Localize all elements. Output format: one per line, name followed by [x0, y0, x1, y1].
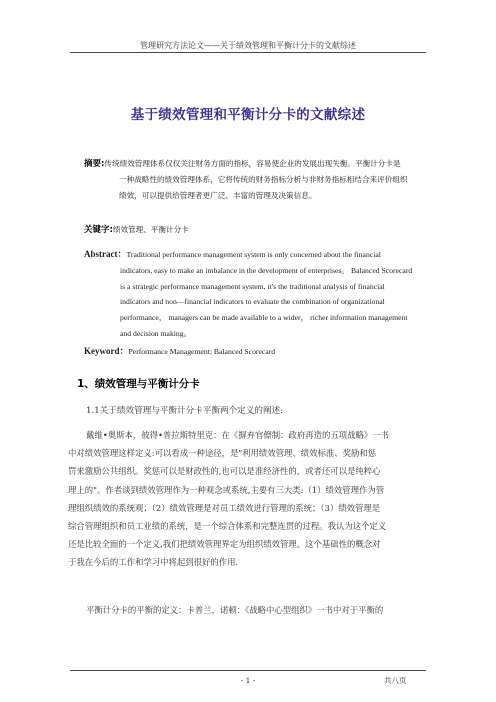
page-number: - 1 -	[240, 676, 256, 685]
footer-rule	[70, 670, 426, 671]
abstract-cn-line: 一种战略性的绩效管理体系，它将传统的财务指标分析与非财务指标相结合来评价组织	[119, 175, 408, 184]
abstract-cn	[84, 156, 408, 204]
paragraph-line: 还是比较全面的一个定义,我们把绩效管理界定为组织绩效管理。这个基础性的概念对	[68, 539, 381, 550]
abstract-en-label: Abstract：	[84, 249, 127, 259]
header-rule	[70, 52, 426, 53]
body-paragraph-2	[68, 601, 432, 619]
abstract-en-line: Traditional performance management system is only concerned about the financial	[126, 250, 381, 259]
subsection-heading: 1.1关于绩效管理与平衡计分卡平衡两个定义的阐述:	[86, 406, 284, 416]
abstract-en-line: indicators and non—financial indicators to evaluate the combination of organizational	[120, 297, 385, 307]
paragraph-line: 理组织绩效的系统观；（2）绩效管理是对员工绩效进行管理的系统；（3）绩效管理是	[68, 502, 381, 513]
abstract-en-line: and decision making。	[120, 328, 192, 338]
keywords-en-text: Performance Management; Balanced Scorecard	[128, 347, 276, 356]
abstract-en-line: indicators, easy to make an imbalance in the development of enterprises。 Balanced Scorecard	[120, 265, 413, 275]
abstract-cn-line: 绩效，可以提供给管理者更广泛、丰富的管理及决策信息。	[119, 191, 317, 200]
running-header: 管理研究方法论文——关于绩效管理和平衡计分卡的文献综述	[140, 41, 356, 50]
document-title: 基于绩效管理和平衡计分卡的文献综述	[130, 107, 366, 123]
paragraph-line: 综合管理组织和员工业绩的系统，是一个综合体系和完整连贯的过程。我认为这个定义	[68, 521, 387, 532]
keywords-cn-text: 绩效管理、平衡计分卡	[112, 225, 189, 234]
paragraph-line: 理上的"。作者谈到绩效管理作为一种观念或系统,主要有三大类:（1）绩效管理作为管	[68, 484, 385, 495]
abstract-en	[84, 247, 436, 342]
keywords-en-label: Keyword：	[84, 346, 129, 356]
paragraph-line: 平衡计分卡的平衡的定义：卡普兰，诺顿：《战略中心型组织》一书中对于平衡的	[86, 605, 384, 615]
keywords-en	[84, 344, 275, 360]
paragraph-line: 戴维•奥斯本，彼得•普拉斯特里克：在《摒弃官僚制：政府再造的五项战略》一书	[86, 430, 390, 440]
abstract-en-line: performance， managers can be made available to a wider， richer information management	[120, 313, 408, 323]
total-pages: 共八页	[384, 676, 407, 685]
keywords-cn	[84, 222, 189, 238]
abstract-cn-line: 传统绩效管理体系仅仅关注财务方面的指标，容易使企业的发展出现失衡。平衡计分卡是	[104, 159, 401, 168]
section-heading: 1、绩效管理与平衡计分卡	[77, 378, 200, 390]
keywords-cn-label: 关键字:	[84, 225, 113, 235]
body-paragraph-1	[68, 426, 432, 572]
paragraph-line: 中对绩效管理这样定义:可以看成一种途径，是"利用绩效管理、绩效标准、奖励和惩	[68, 448, 377, 459]
paragraph-line: 罚来激励公共组织。奖惩可以是财政性的,也可以是准经济性的，或者还可以是纯粹心	[68, 466, 381, 477]
paragraph-line: 于我在今后的工作和学习中将起到很好的作用.	[68, 557, 239, 568]
abstract-cn-label: 摘要:	[84, 159, 105, 169]
abstract-en-line: is a strategic performance management system, it's the traditional analysis of financial	[120, 281, 385, 291]
